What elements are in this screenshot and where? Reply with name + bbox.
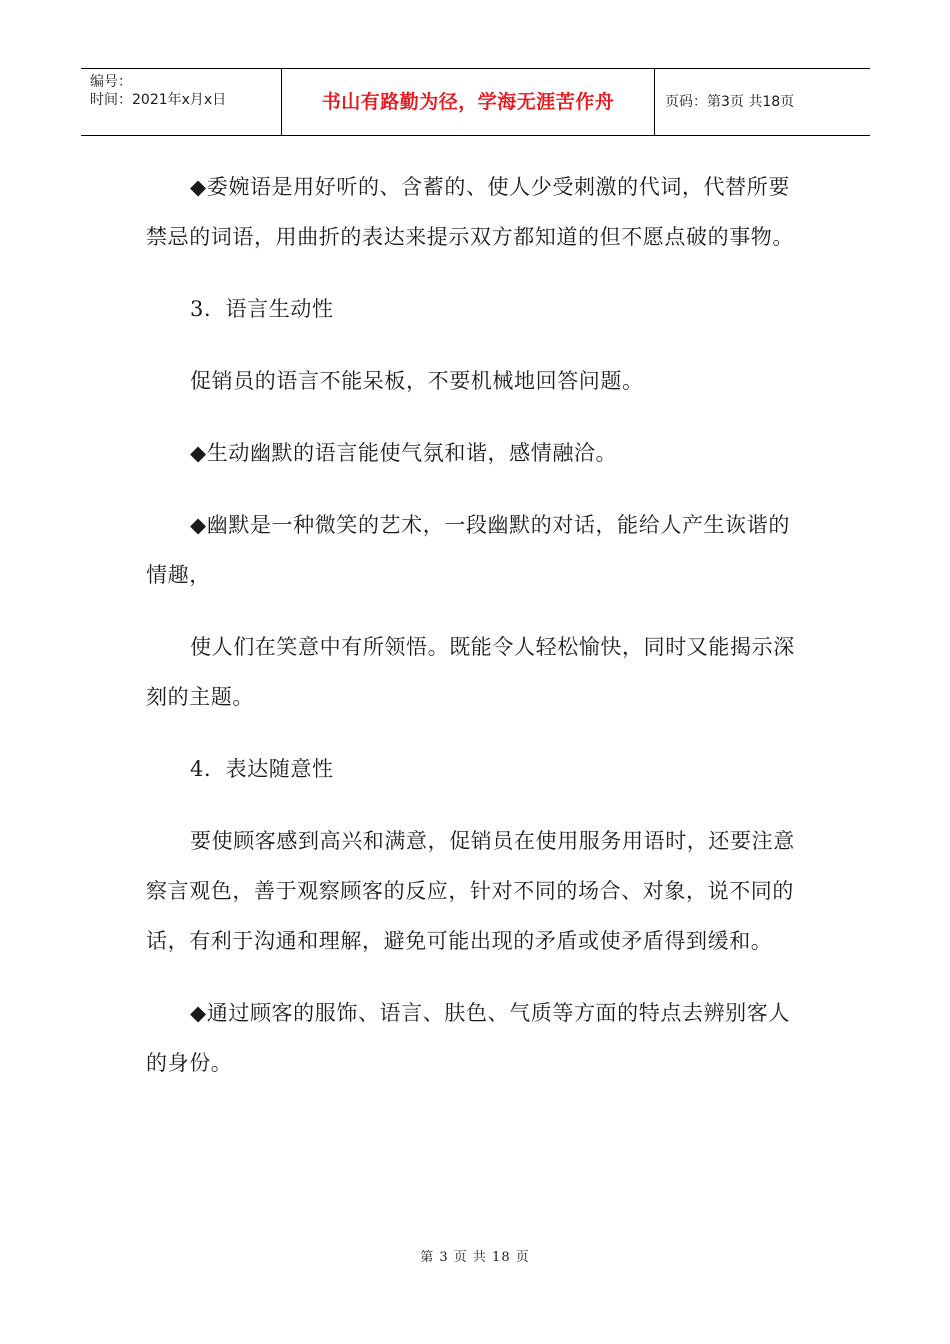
header-meta-cell <box>81 69 282 135</box>
page-header <box>81 68 870 136</box>
paragraph: 使人们在笑意中有所领悟。既能令人轻松愉快，同时又能揭示深刻的主题。 <box>146 635 795 709</box>
paragraph: 要使顾客感到高兴和满意，促销员在使用服务用语时，还要注意察言观色，善于观察顾客的反应，针对不同的场合、对象，说不同的话，有利于沟通和理解，避免可能出现的矛盾或使矛盾得到缓和。 <box>146 829 795 953</box>
paragraph: ◆生动幽默的语言能使气氛和谐，感情融洽。 <box>190 441 618 465</box>
page-footer: 第 3 页 共 18 页 <box>420 1250 530 1265</box>
header-motto: 书山有路勤为径，学海无涯苦作舟 <box>282 69 655 135</box>
document-date-label: 时间：2021年x月x日 <box>90 92 227 108</box>
paragraph: ◆委婉语是用好听的、含蓄的、使人少受刺激的代词，代替所要禁忌的词语，用曲折的表达来提示双方都知道的但不愿点破的事物。 <box>146 175 794 249</box>
document-number-label: 编号： <box>90 74 132 90</box>
section-heading: 4．表达随意性 <box>190 757 334 781</box>
paragraph: ◆幽默是一种微笑的艺术，一段幽默的对话，能给人产生诙谐的情趣， <box>146 513 790 587</box>
paragraph: ◆通过顾客的服饰、语言、肤色、气质等方面的特点去辨别客人的身份。 <box>146 1001 790 1075</box>
section-heading: 3．语言生动性 <box>190 297 334 321</box>
header-page-indicator: 页码：第3页 共18页 <box>665 94 795 110</box>
paragraph: 促销员的语言不能呆板，不要机械地回答问题。 <box>190 369 644 393</box>
document-body <box>146 162 796 1110</box>
